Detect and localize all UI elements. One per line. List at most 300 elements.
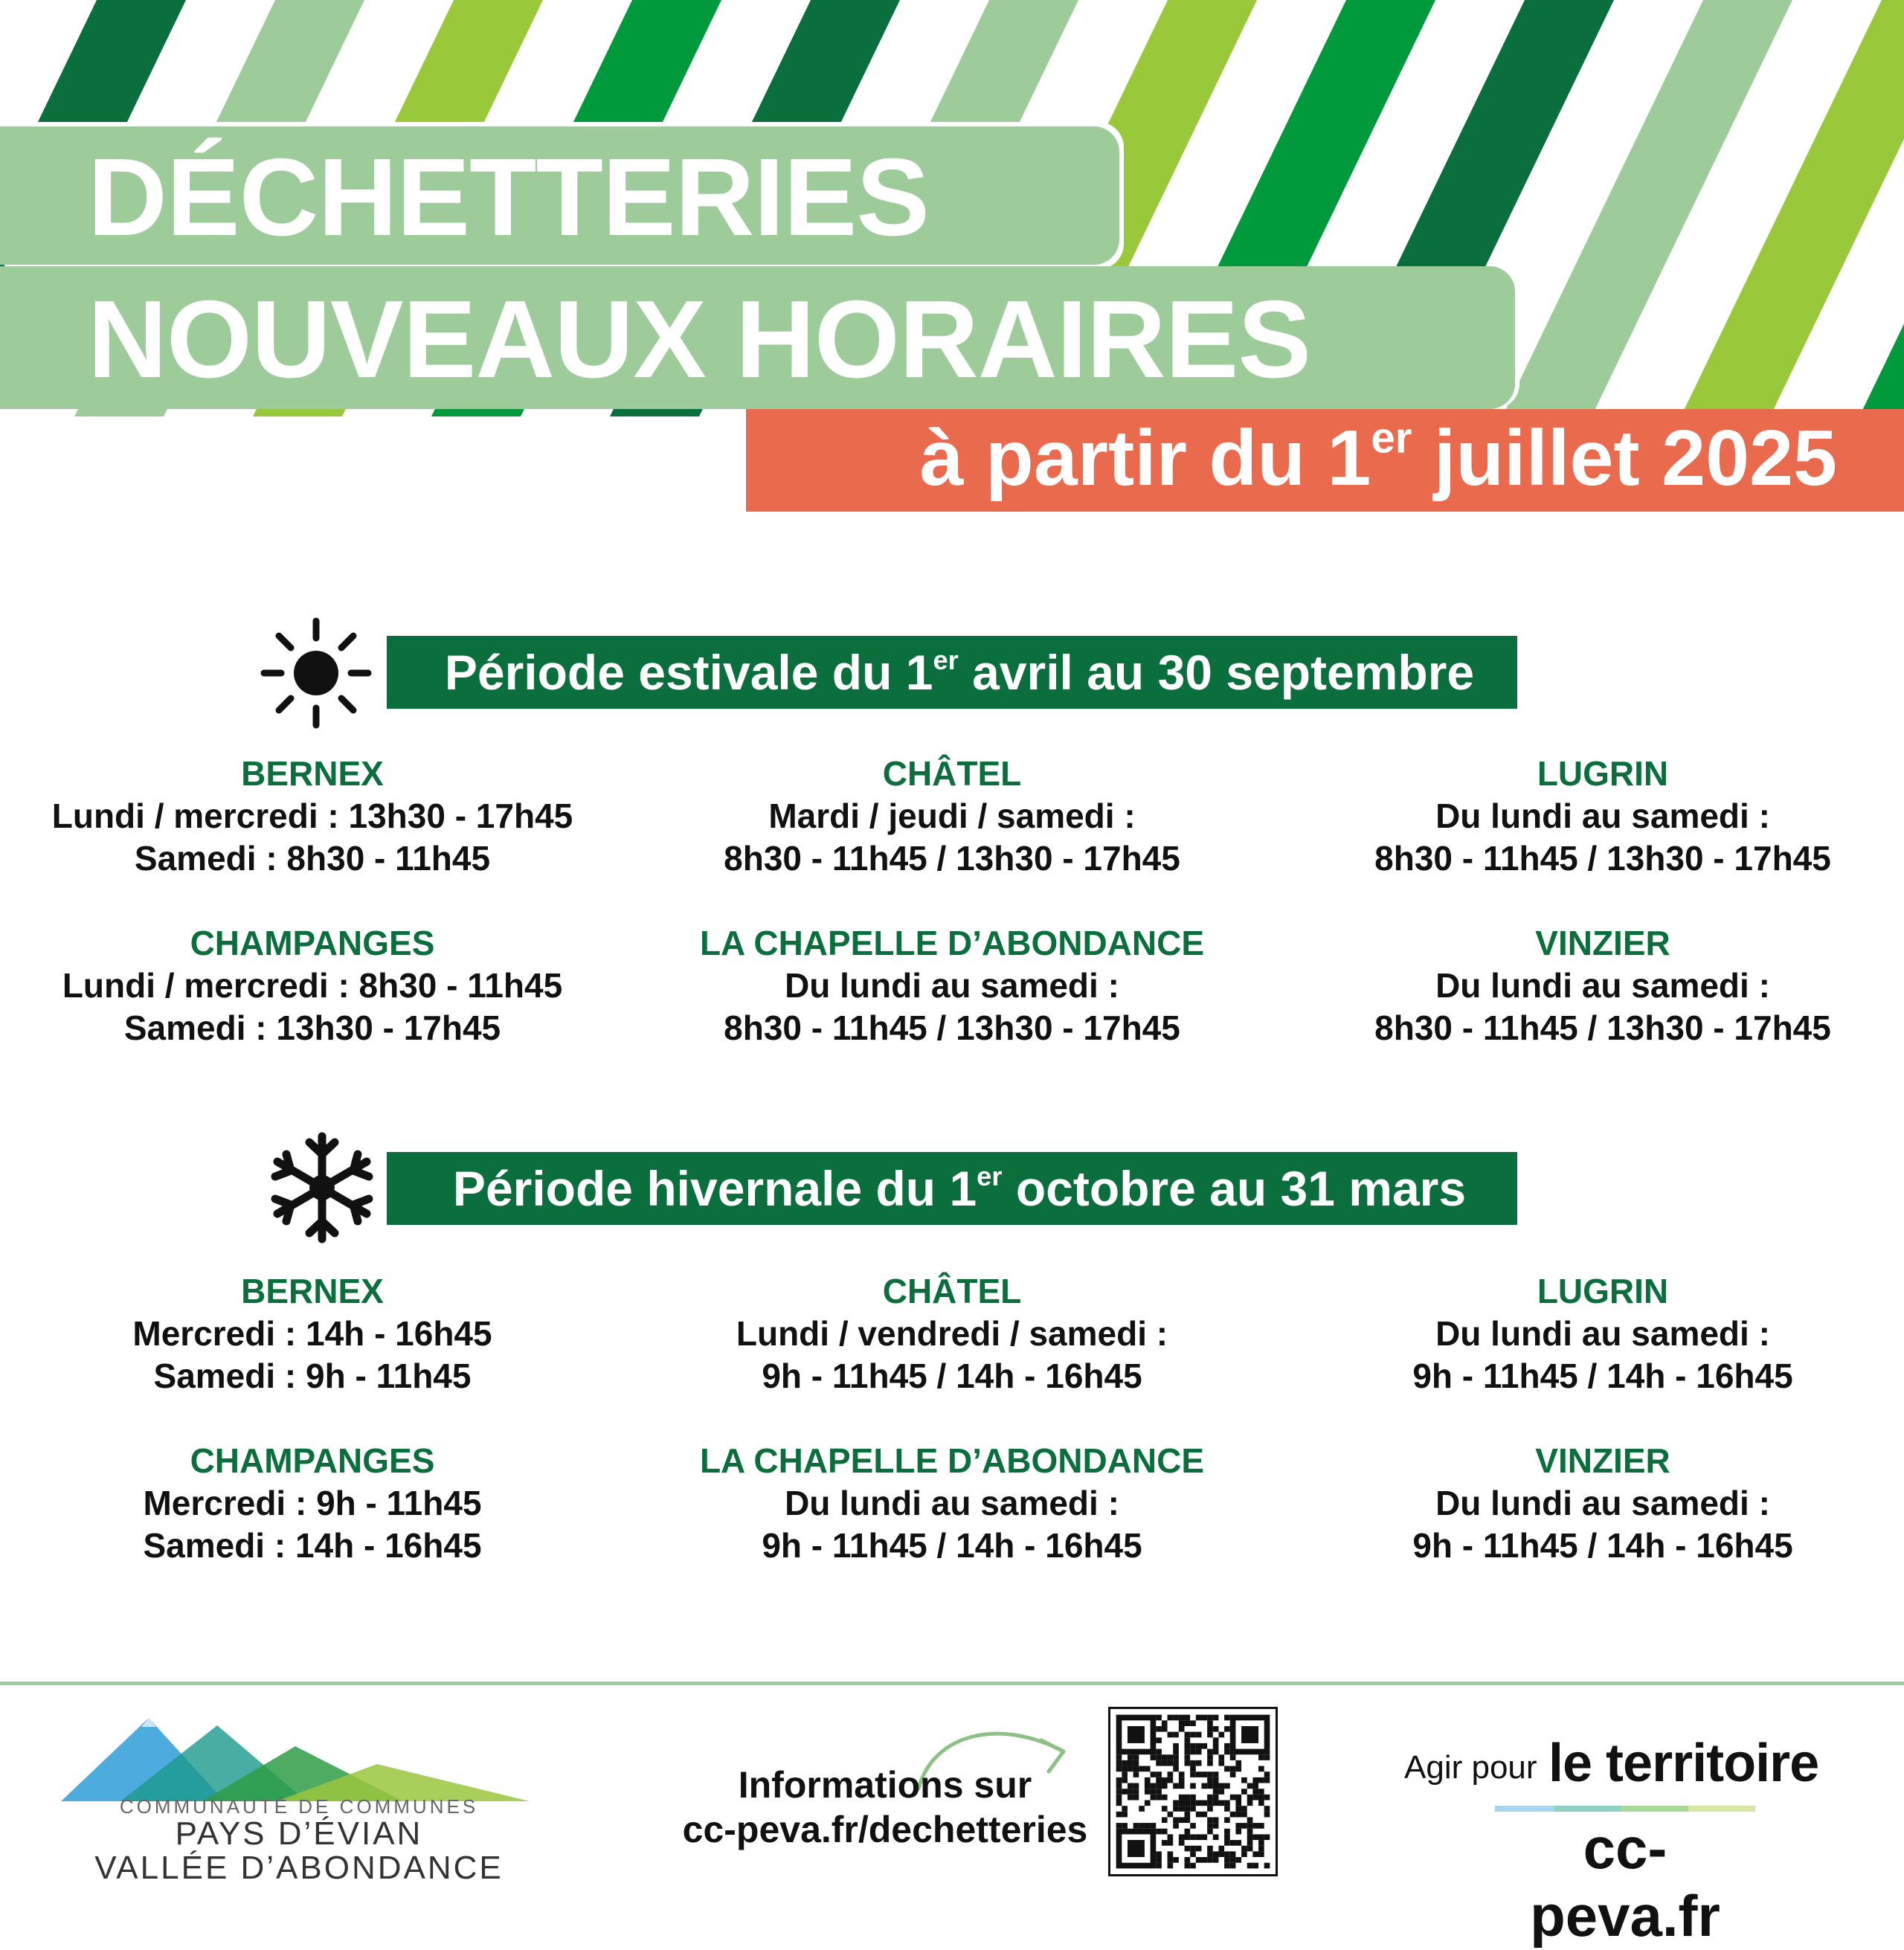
website-link[interactable]: cc-peva.fr [1530,1815,1720,1949]
qr-module [1201,1772,1207,1777]
summer-site-chapelle [647,922,1257,1049]
qr-module [1133,1789,1139,1795]
qr-module [1190,1851,1196,1857]
qr-module [1133,1823,1139,1829]
qr-module [1224,1829,1230,1835]
qr-module [1230,1766,1236,1772]
sun-icon [260,617,372,729]
qr-module [1264,1834,1270,1840]
summer-site-chatel [647,753,1257,880]
title-line-1: DÉCHETTERIES [88,136,930,259]
qr-module [1116,1760,1122,1766]
qr-module [1116,1766,1122,1772]
qr-module [1179,1777,1185,1783]
site-name: CHÂTEL [882,754,1022,793]
qr-module [1133,1783,1139,1789]
winter-sites [0,1270,1904,1687]
qr-module [1241,1823,1247,1829]
summer-period-header [0,617,1904,744]
qr-module [1235,1806,1241,1812]
qr-module [1207,1817,1213,1823]
summer-period-bar [387,636,1517,709]
qr-module [1224,1800,1230,1806]
qr-module [1185,1812,1191,1818]
qr-module [1116,1795,1122,1801]
qr-module [1162,1783,1168,1789]
site-name: VINZIER [1535,924,1670,962]
qr-module [1190,1772,1196,1777]
qr-module [1151,1823,1157,1829]
qr-module [1156,1760,1162,1766]
site-name: VINZIER [1535,1441,1670,1480]
slogan-color-lines [1495,1806,1755,1812]
qr-module [1185,1760,1191,1766]
qr-module [1247,1863,1253,1869]
qr-module [1190,1760,1196,1766]
qr-module [1224,1743,1230,1749]
qr-module [1247,1834,1253,1840]
qr-module [1133,1772,1139,1777]
qr-module [1258,1777,1264,1783]
qr-module [1264,1754,1270,1760]
qr-module [1264,1806,1270,1812]
snowflake-icon [266,1132,378,1243]
qr-module [1230,1772,1236,1777]
qr-module [1133,1760,1139,1766]
qr-module [1162,1795,1168,1801]
qr-module [1185,1720,1191,1726]
qr-module [1190,1783,1196,1789]
qr-module [1185,1846,1191,1852]
qr-module [1173,1749,1179,1755]
qr-module [1218,1754,1224,1760]
qr-module [1224,1715,1230,1721]
site-hours: 9h - 11h45 / 14h - 16h45 [1412,1526,1793,1565]
qr-module [1145,1783,1151,1789]
qr-module [1207,1846,1213,1852]
qr-module [1213,1715,1219,1721]
qr-module [1190,1720,1196,1726]
qr-module [1264,1777,1270,1783]
site-name: BERNEX [241,1272,384,1310]
qr-module [1156,1829,1162,1835]
site-hours: Du lundi au samedi : [1435,1314,1770,1353]
qr-module [1190,1795,1196,1801]
qr-module [1207,1715,1213,1721]
qr-module [1190,1806,1196,1812]
qr-module [1258,1840,1264,1846]
qr-module [1179,1795,1185,1801]
qr-module [1252,1783,1258,1789]
qr-module [1173,1783,1179,1789]
qr-module [1213,1726,1219,1732]
qr-module [1213,1851,1219,1857]
logo-line-1: COMMUNAUTÉ DE COMMUNES [119,1795,479,1818]
qr-module [1241,1726,1258,1743]
site-hours: Mercredi : 14h - 16h45 [132,1314,492,1353]
site-hours: Du lundi au samedi : [1435,966,1770,1005]
qr-module [1230,1795,1236,1801]
qr-module [1162,1777,1168,1783]
summer-site-champanges [7,922,617,1049]
qr-module [1196,1743,1202,1749]
qr-module [1224,1817,1230,1823]
qr-module [1252,1851,1258,1857]
qr-module [1207,1772,1213,1777]
site-hours: Lundi / mercredi : 8h30 - 11h45 [62,966,563,1005]
qr-module [1190,1743,1196,1749]
qr-module [1128,1840,1145,1857]
qr-module [1162,1840,1168,1846]
title-line-2: NOUVEAUX HORAIRES [88,278,1311,401]
qr-module [1128,1783,1133,1789]
qr-module [1162,1720,1168,1726]
qr-module [1122,1823,1128,1829]
qr-module [1185,1817,1191,1823]
qr-module [1156,1715,1162,1721]
qr-module [1252,1823,1258,1829]
site-hours: Mardi / jeudi / samedi : [768,797,1136,835]
qr-module [1196,1760,1202,1766]
qr-module [1196,1846,1202,1852]
qr-module [1122,1777,1128,1783]
qr-module [1235,1857,1241,1863]
qr-module [1162,1829,1168,1835]
title-band-2 [0,266,1515,409]
qr-module [1252,1863,1258,1869]
qr-module [1116,1823,1122,1829]
qr-module [1218,1846,1224,1852]
qr-module [1122,1789,1128,1795]
qr-module [1156,1754,1162,1760]
qr-module [1218,1789,1224,1795]
site-hours: 8h30 - 11h45 / 13h30 - 17h45 [1374,839,1831,878]
qr-module [1179,1715,1185,1721]
qr-module [1207,1800,1213,1806]
qr-module [1218,1732,1224,1738]
qr-module [1241,1789,1247,1795]
qr-module [1162,1754,1168,1760]
qr-module [1218,1783,1224,1789]
site-hours: Du lundi au samedi : [785,966,1119,1005]
qr-module [1133,1754,1139,1760]
qr-module [1122,1760,1128,1766]
qr-module [1247,1795,1253,1801]
qr-module [1213,1749,1219,1755]
qr-module [1151,1789,1157,1795]
qr-module [1190,1846,1196,1852]
qr-module [1179,1726,1185,1732]
slogan-small: Agir pour [1404,1749,1537,1786]
site-hours: Du lundi au samedi : [785,1484,1119,1522]
qr-module [1224,1857,1230,1863]
qr-module [1213,1743,1219,1749]
date-banner-text: à partir du 1er juillet 2025 [919,414,1837,502]
qr-module [1201,1834,1207,1840]
qr-module [1179,1772,1185,1777]
winter-period-title: Période hivernale du 1er octobre au 31 mars [452,1160,1467,1216]
qr-module [1122,1806,1128,1812]
qr-module [1162,1760,1168,1766]
site-hours: 9h - 11h45 / 14h - 16h45 [1412,1357,1793,1395]
qr-module [1258,1795,1264,1801]
qr-module [1247,1840,1253,1846]
qr-module [1116,1777,1122,1783]
qr-module [1162,1806,1168,1812]
qr-module [1207,1783,1213,1789]
site-hours: Lundi / vendredi / samedi : [736,1314,1168,1353]
qr-module [1264,1795,1270,1801]
qr-module [1235,1829,1241,1835]
qr-module [1230,1863,1236,1869]
qr-module [1247,1817,1253,1823]
qr-module [1235,1795,1241,1801]
site-hours: Du lundi au samedi : [1435,797,1770,835]
site-hours: Samedi : 13h30 - 17h45 [123,1008,501,1047]
qr-module [1207,1777,1213,1783]
qr-module [1185,1834,1191,1840]
summer-site-vinzier [1298,922,1904,1049]
qr-module [1264,1812,1270,1818]
qr-module [1173,1800,1179,1806]
qr-module [1128,1766,1133,1772]
winter-site-bernex [7,1270,617,1397]
qr-module [1224,1806,1230,1812]
winter-period-header [0,1132,1904,1258]
qr-module [1128,1795,1133,1801]
qr-module [1156,1777,1162,1783]
site-hours: 8h30 - 11h45 / 13h30 - 17h45 [724,839,1180,878]
qr-module [1139,1823,1145,1829]
qr-module [1173,1732,1179,1738]
qr-module [1258,1766,1264,1772]
site-hours: Mercredi : 9h - 11h45 [143,1484,482,1522]
qr-module [1179,1720,1185,1726]
cc-peva-logo [54,1703,544,1882]
qr-module [1201,1715,1207,1721]
qr-module [1173,1766,1179,1772]
qr-module [1190,1800,1196,1806]
qr-module [1139,1806,1145,1812]
qr-module [1235,1800,1241,1806]
qr-module [1168,1754,1174,1760]
qr-module [1128,1789,1133,1795]
qr-module [1196,1749,1202,1755]
qr-module [1230,1812,1236,1818]
qr-module [1156,1851,1162,1857]
qr-module [1151,1783,1157,1789]
qr-module [1235,1823,1241,1829]
qr-module [1213,1777,1219,1783]
site-name: BERNEX [241,754,384,793]
site-name: CHAMPANGES [190,924,435,962]
qr-module [1264,1863,1270,1869]
info-url-link[interactable]: cc-peva.fr/dechetteries [682,1809,1088,1850]
qr-module [1116,1789,1122,1795]
qr-module [1218,1851,1224,1857]
winter-site-vinzier [1298,1440,1904,1567]
qr-module [1224,1726,1230,1732]
slogan-big: le territoire [1548,1734,1819,1793]
qr-module [1116,1754,1122,1760]
qr-module [1213,1857,1219,1863]
qr-module [1224,1766,1230,1772]
qr-module [1252,1777,1258,1783]
qr-module [1156,1795,1162,1801]
qr-module [1230,1840,1236,1846]
qr-module [1190,1834,1196,1840]
qr-module [1185,1863,1191,1869]
qr-module [1179,1783,1185,1789]
qr-module [1207,1823,1213,1829]
qr-module [1190,1863,1196,1869]
qr-module [1247,1846,1253,1852]
qr-module [1190,1749,1196,1755]
qr-module [1258,1789,1264,1795]
qr-module [1241,1851,1247,1857]
qr-module [1207,1851,1213,1857]
qr-module [1156,1863,1162,1869]
qr-module [1196,1715,1202,1721]
qr-module [1258,1800,1264,1806]
qr-module [1207,1760,1213,1766]
qr-module [1139,1766,1145,1772]
qr-module [1168,1732,1174,1738]
qr-module [1196,1834,1202,1840]
site-hours: 8h30 - 11h45 / 13h30 - 17h45 [1374,1008,1831,1047]
qr-module [1185,1749,1191,1755]
winter-site-chapelle [647,1440,1257,1567]
qr-module [1185,1857,1191,1863]
qr-module [1116,1812,1122,1818]
qr-module [1213,1800,1219,1806]
qr-module [1185,1806,1191,1812]
qr-module [1156,1789,1162,1795]
winter-site-lugrin [1298,1270,1904,1397]
qr-module [1213,1772,1219,1777]
qr-module [1185,1743,1191,1749]
qr-module [1258,1823,1264,1829]
qr-module [1201,1800,1207,1806]
qr-module [1241,1812,1247,1818]
site-name: LUGRIN [1537,1272,1669,1310]
qr-module [1247,1823,1253,1829]
qr-module [1162,1726,1168,1732]
qr-module [1235,1766,1241,1772]
qr-module [1162,1817,1168,1823]
qr-module [1179,1800,1185,1806]
qr-module [1122,1766,1128,1772]
qr-module [1230,1857,1236,1863]
footer-divider [0,1682,1904,1685]
qr-module [1247,1829,1253,1835]
site-hours: Samedi : 9h - 11h45 [153,1357,472,1395]
qr-module [1173,1823,1179,1829]
title-band-1 [0,126,1119,265]
qr-module [1151,1754,1157,1760]
site-name: LA CHAPELLE D’ABONDANCE [699,924,1205,962]
qr-module [1185,1800,1191,1806]
qr-module [1196,1857,1202,1863]
qr-module [1224,1834,1230,1840]
slogan-block [1398,1733,1859,1949]
qr-module [1207,1720,1213,1726]
qr-module [1190,1732,1196,1738]
qr-module [1185,1754,1191,1760]
qr-module [1168,1857,1174,1863]
qr-module [1224,1863,1230,1869]
qr-module [1151,1795,1157,1801]
qr-module [1168,1812,1174,1818]
qr-module [1151,1772,1157,1777]
qr-module [1156,1726,1162,1732]
qr-module [1122,1812,1128,1818]
summer-site-bernex [7,753,617,880]
site-hours: 8h30 - 11h45 / 13h30 - 17h45 [724,1008,1180,1047]
qr-module [1156,1783,1162,1789]
qr-code[interactable] [1108,1707,1278,1876]
qr-module [1235,1812,1241,1818]
qr-module [1207,1726,1213,1732]
qr-module [1207,1732,1213,1738]
qr-module [1252,1795,1258,1801]
site-name: CHAMPANGES [190,1441,435,1480]
qr-module [1213,1817,1219,1823]
qr-module [1207,1857,1213,1863]
qr-module [1196,1800,1202,1806]
qr-module [1218,1800,1224,1806]
qr-module [1156,1857,1162,1863]
site-hours: Samedi : 8h30 - 11h45 [134,839,491,878]
date-banner [746,409,1904,512]
winter-site-champanges [7,1440,617,1567]
qr-module [1133,1766,1139,1772]
qr-module [1196,1732,1202,1738]
qr-module [1235,1840,1241,1846]
qr-module [1185,1732,1191,1738]
qr-module [1168,1851,1174,1857]
qr-module [1201,1812,1207,1818]
qr-module [1145,1789,1151,1795]
qr-module [1168,1840,1174,1846]
qr-module [1241,1806,1247,1812]
winter-site-chatel [647,1270,1257,1397]
qr-module [1128,1726,1145,1743]
site-hours: Lundi / mercredi : 13h30 - 17h45 [51,797,573,835]
qr-module [1145,1800,1151,1806]
site-name: CHÂTEL [882,1272,1022,1310]
qr-module [1207,1829,1213,1835]
qr-module [1247,1783,1253,1789]
qr-module [1241,1846,1247,1852]
qr-module [1173,1857,1179,1863]
summer-sites [0,753,1904,1169]
qr-module [1133,1795,1139,1801]
qr-module [1190,1823,1196,1829]
qr-module [1224,1851,1230,1857]
qr-module [1185,1737,1191,1743]
qr-module [1213,1789,1219,1795]
qr-module [1264,1772,1270,1777]
qr-module [1213,1834,1219,1840]
qr-module [1173,1760,1179,1766]
qr-module [1168,1772,1174,1777]
qr-module [1196,1812,1202,1818]
qr-module [1145,1777,1151,1783]
winter-period-bar [387,1152,1517,1225]
qr-module [1213,1783,1219,1789]
qr-module [1122,1772,1128,1777]
